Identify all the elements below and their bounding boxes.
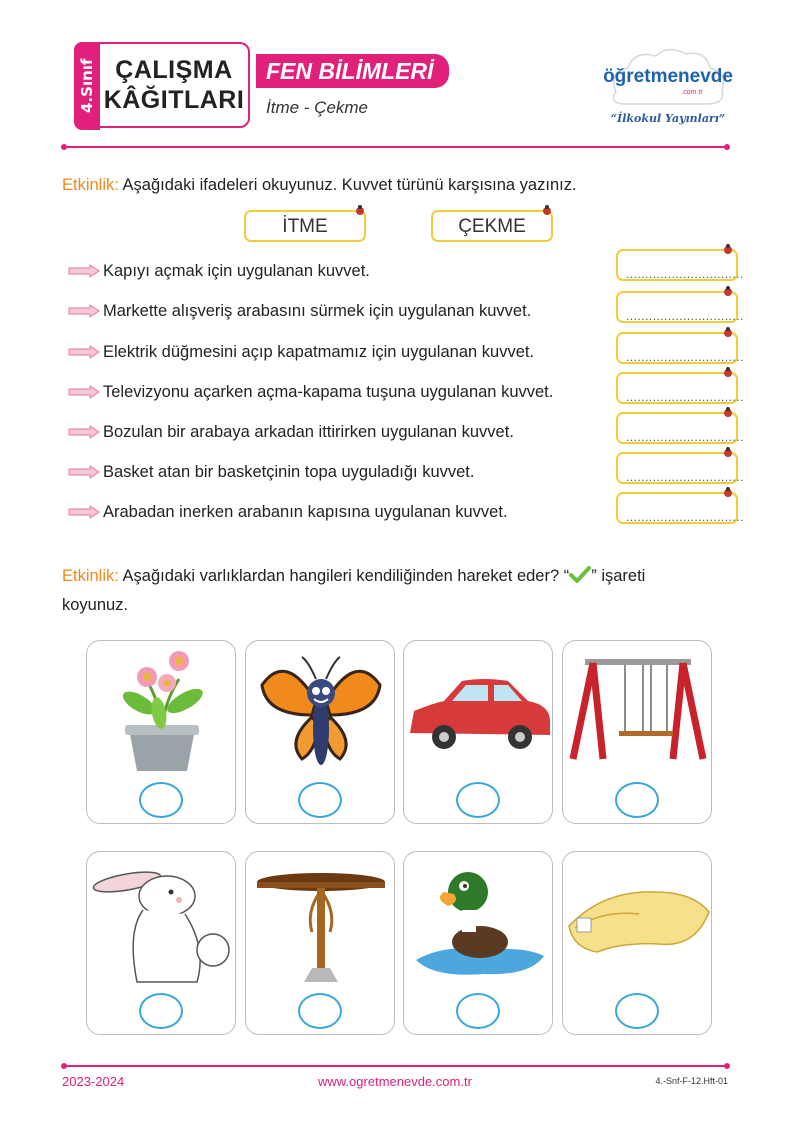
rabbit-image	[87, 852, 237, 992]
answer-placeholder: ...............................	[626, 351, 744, 364]
statement-text: Basket atan bir basketçinin topa uyguladığı kuvvet.	[103, 462, 475, 481]
pencil-arrow-icon	[68, 465, 100, 479]
statement-text: Kapıyı açmak için uygulanan kuvvet.	[103, 261, 370, 280]
duck-image	[404, 852, 554, 992]
logo-tagline: “İlkokul Yayınları”	[610, 112, 726, 125]
grade-label: 4.Sınıf	[78, 58, 96, 114]
answer-circle-table[interactable]	[298, 993, 342, 1029]
statement-row	[68, 300, 531, 322]
answer-placeholder: ...............................	[626, 310, 744, 323]
footer-rule	[64, 1065, 728, 1067]
answer-box[interactable]	[616, 249, 744, 281]
publisher-logo	[598, 42, 738, 132]
answer-circle-duck[interactable]	[456, 993, 500, 1029]
ladybug-icon	[354, 204, 366, 216]
statement-row	[68, 260, 370, 282]
ladybug-icon	[722, 243, 734, 255]
butterfly-image	[246, 641, 396, 781]
title-line1: ÇALIŞMA	[115, 56, 233, 84]
statement-text: Arabadan inerken arabanın kapısına uygulanan kuvvet.	[103, 502, 508, 521]
answer-circle-butterfly[interactable]	[298, 782, 342, 818]
ladybug-icon	[722, 486, 734, 498]
answer-box[interactable]	[616, 412, 744, 444]
footer-code: 4.-Snf-F-12.Hft-01	[655, 1076, 728, 1086]
ladybug-icon	[722, 446, 734, 458]
topic-label: İtme - Çekme	[266, 98, 369, 117]
answer-placeholder: ...............................	[626, 268, 744, 281]
pencil-arrow-icon	[68, 385, 100, 399]
option-cekme: ÇEKME	[431, 210, 553, 242]
answer-circle-rabbit[interactable]	[139, 993, 183, 1029]
footer-year: 2023-2024	[62, 1074, 125, 1089]
answer-box[interactable]	[616, 291, 744, 323]
logo-domain: .com.tr	[681, 89, 703, 96]
activity1-instruction: Etkinlik: Aşağıdaki ifadeleri okuyunuz. Kuvvet türünü karşısına yazınız.	[62, 176, 577, 194]
rule-dot	[724, 144, 730, 150]
answer-placeholder: ...............................	[626, 511, 744, 524]
statement-row	[68, 381, 553, 403]
answer-box[interactable]	[616, 372, 744, 404]
statement-row	[68, 421, 514, 443]
ladybug-icon	[722, 326, 734, 338]
activity1-label: Etkinlik:	[62, 176, 119, 194]
statement-text: Bozulan bir arabaya arkadan ittirirken uygulanan kuvvet.	[103, 422, 514, 441]
answer-circle-pillow[interactable]	[615, 993, 659, 1029]
statement-row	[68, 501, 508, 523]
worksheet-title-box	[100, 42, 250, 128]
answer-circle-swing[interactable]	[615, 782, 659, 818]
logo-text: öğretmenevde	[603, 66, 733, 87]
answer-placeholder: ...............................	[626, 471, 744, 484]
pencil-arrow-icon	[68, 345, 100, 359]
header-rule	[64, 146, 728, 148]
ladybug-icon	[722, 366, 734, 378]
answer-circle-car[interactable]	[456, 782, 500, 818]
pencil-arrow-icon	[68, 505, 100, 519]
statement-text: Elektrik düğmesini açıp kapatmamız için uygulanan kuvvet.	[103, 342, 535, 361]
statement-row	[68, 461, 474, 483]
ladybug-icon	[722, 406, 734, 418]
answer-circle-flower-pot[interactable]	[139, 782, 183, 818]
check-icon	[569, 566, 591, 584]
answer-box[interactable]	[616, 452, 744, 484]
pillow-image	[563, 852, 713, 992]
answer-box[interactable]	[616, 492, 744, 524]
activity2-label: Etkinlik:	[62, 567, 119, 585]
activity2-instruction: Etkinlik: Aşağıdaki varlıklardan hangileri kendiliğinden hareket eder? “ ” işareti koyunuz.	[62, 567, 646, 614]
ladybug-icon	[722, 285, 734, 297]
answer-box[interactable]	[616, 332, 744, 364]
statement-text: Televizyonu açarken açma-kapama tuşuna uygulanan kuvvet.	[103, 382, 554, 401]
title-line2: KÂĞITLARI	[103, 86, 245, 114]
answer-placeholder: ...............................	[626, 391, 744, 404]
statement-row	[68, 341, 534, 363]
ladybug-icon	[541, 204, 553, 216]
footer-website[interactable]: www.ogretmenevde.com.tr	[318, 1074, 472, 1089]
car-image	[404, 641, 554, 781]
swing-image	[563, 641, 713, 781]
table-image	[246, 852, 396, 992]
answer-placeholder: ...............................	[626, 431, 744, 444]
flower-pot-image	[87, 641, 237, 781]
pencil-arrow-icon	[68, 425, 100, 439]
statement-text: Markette alışveriş arabasını sürmek için uygulanan kuvvet.	[103, 301, 532, 320]
option-itme: İTME	[244, 210, 366, 242]
pencil-arrow-icon	[68, 264, 100, 278]
pencil-arrow-icon	[68, 304, 100, 318]
rule-dot	[724, 1063, 730, 1069]
subject-badge: FEN BİLİMLERİ	[256, 54, 449, 88]
